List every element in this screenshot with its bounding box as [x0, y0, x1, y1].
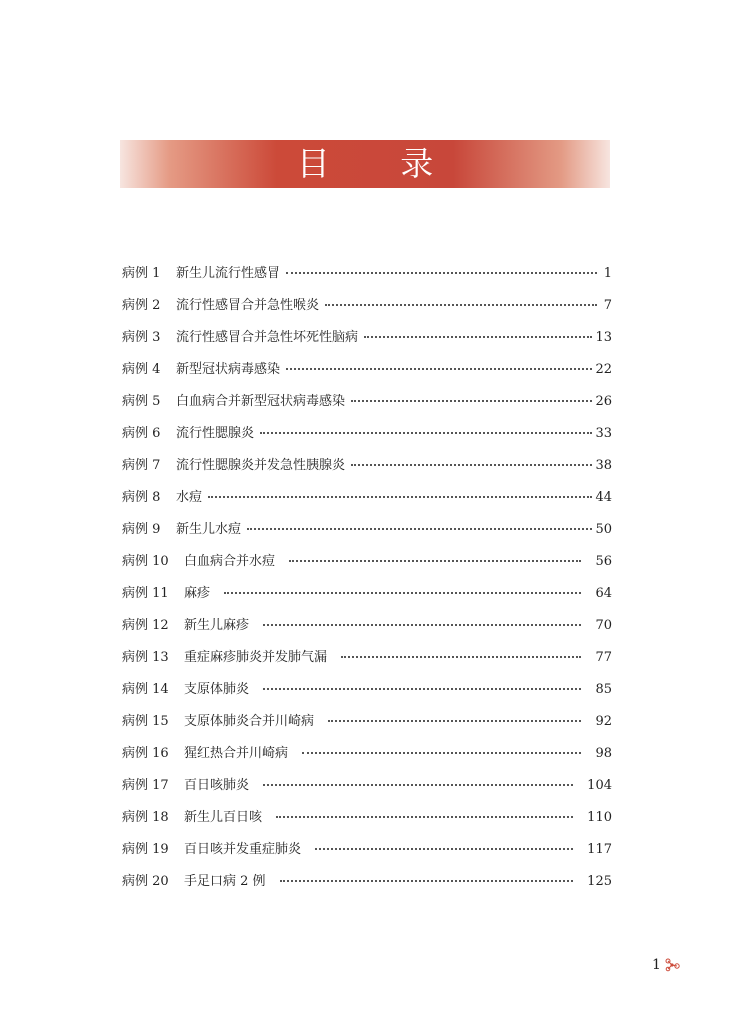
case-label: 病例 1 — [122, 266, 161, 281]
dot-leader — [328, 720, 581, 722]
dot-leader — [341, 656, 581, 658]
folio-number: 1 — [652, 957, 661, 973]
toc-entry[interactable] — [122, 454, 612, 486]
case-label: 病例 8 — [122, 490, 161, 505]
page-number: 110 — [587, 810, 612, 825]
toc-entry[interactable] — [122, 646, 612, 678]
page-number: 85 — [595, 682, 612, 697]
page-number: 117 — [587, 842, 612, 857]
toc-entry[interactable] — [122, 870, 612, 902]
case-label: 病例 15 — [122, 714, 169, 729]
toc-entry[interactable] — [122, 422, 612, 454]
toc-entry[interactable] — [122, 614, 612, 646]
page-number: 64 — [595, 586, 612, 601]
page-number: 33 — [595, 426, 612, 441]
page-number: 13 — [595, 330, 612, 345]
dot-leader — [325, 304, 597, 306]
case-label: 病例 18 — [122, 810, 169, 825]
dot-leader — [351, 400, 592, 402]
case-title: 支原体肺炎合并川崎病 — [184, 714, 315, 729]
case-title: 新生儿水痘 — [176, 522, 242, 537]
case-label: 病例 20 — [122, 874, 169, 889]
case-title: 麻疹 — [184, 586, 211, 601]
case-label: 病例 6 — [122, 426, 161, 441]
case-label: 病例 7 — [122, 458, 161, 473]
case-label: 病例 13 — [122, 650, 169, 665]
case-title: 百日咳并发重症肺炎 — [184, 842, 302, 857]
case-title: 百日咳肺炎 — [184, 778, 250, 793]
case-label: 病例 17 — [122, 778, 169, 793]
case-title: 手足口病 2 例 — [184, 874, 266, 889]
case-title: 白血病合并新型冠状病毒感染 — [176, 394, 346, 409]
case-title: 支原体肺炎 — [184, 682, 250, 697]
case-label: 病例 5 — [122, 394, 161, 409]
toc-entry[interactable] — [122, 486, 612, 518]
page-number: 92 — [595, 714, 612, 729]
page-number: 38 — [595, 458, 612, 473]
dot-leader — [302, 752, 581, 754]
dot-leader — [351, 464, 592, 466]
page-title: 目 录 — [296, 144, 464, 183]
case-title: 新生儿百日咳 — [184, 810, 263, 825]
toc-entry[interactable] — [122, 294, 612, 326]
table-of-contents — [122, 262, 612, 902]
toc-entry[interactable] — [122, 326, 612, 358]
page-number: 50 — [595, 522, 612, 537]
toc-entry[interactable] — [122, 262, 612, 294]
dot-leader — [276, 816, 573, 818]
case-label: 病例 14 — [122, 682, 169, 697]
page-number: 1 — [603, 266, 612, 281]
case-label: 病例 9 — [122, 522, 161, 537]
title-band — [120, 140, 610, 188]
page-number: 104 — [587, 778, 612, 793]
dot-leader — [263, 624, 581, 626]
dot-leader — [315, 848, 573, 850]
dot-leader — [280, 880, 574, 882]
dot-leader — [364, 336, 592, 338]
page-number: 44 — [595, 490, 612, 505]
toc-entry[interactable] — [122, 838, 612, 870]
case-title: 流行性腮腺炎并发急性胰腺炎 — [176, 458, 346, 473]
toc-entry[interactable] — [122, 678, 612, 710]
case-title: 流行性腮腺炎 — [176, 426, 255, 441]
page-number: 22 — [595, 362, 612, 377]
toc-entry[interactable] — [122, 582, 612, 614]
dot-leader — [263, 688, 581, 690]
dot-leader — [208, 496, 592, 498]
case-title: 流行性感冒合并急性坏死性脑病 — [176, 330, 359, 345]
case-title: 流行性感冒合并急性喉炎 — [176, 298, 320, 313]
case-label: 病例 10 — [122, 554, 169, 569]
page-folio — [652, 957, 681, 973]
case-title: 新生儿麻疹 — [184, 618, 250, 633]
case-label: 病例 16 — [122, 746, 169, 761]
page-number: 7 — [603, 298, 612, 313]
toc-entry[interactable] — [122, 806, 612, 838]
case-title: 水痘 — [176, 490, 203, 505]
toc-entry[interactable] — [122, 518, 612, 550]
page-number: 26 — [595, 394, 612, 409]
page-number: 70 — [595, 618, 612, 633]
molecule-icon — [663, 957, 681, 973]
dot-leader — [286, 368, 592, 370]
case-label: 病例 3 — [122, 330, 161, 345]
case-label: 病例 19 — [122, 842, 169, 857]
dot-leader — [263, 784, 573, 786]
case-label: 病例 11 — [122, 586, 169, 601]
toc-entry[interactable] — [122, 710, 612, 742]
dot-leader — [260, 432, 592, 434]
toc-entry[interactable] — [122, 774, 612, 806]
case-label: 病例 4 — [122, 362, 161, 377]
toc-entry[interactable] — [122, 358, 612, 390]
case-label: 病例 12 — [122, 618, 169, 633]
toc-entry[interactable] — [122, 550, 612, 582]
toc-entry[interactable] — [122, 742, 612, 774]
page-number: 77 — [595, 650, 612, 665]
page-number: 125 — [587, 874, 612, 889]
page-number: 98 — [595, 746, 612, 761]
page-number: 56 — [595, 554, 612, 569]
dot-leader — [286, 272, 597, 274]
case-title: 白血病合并水痘 — [184, 554, 276, 569]
dot-leader — [247, 528, 592, 530]
case-label: 病例 2 — [122, 298, 161, 313]
dot-leader — [224, 592, 581, 594]
toc-entry[interactable] — [122, 390, 612, 422]
dot-leader — [289, 560, 581, 562]
case-title: 新生儿流行性感冒 — [176, 266, 281, 281]
case-title: 猩红热合并川崎病 — [184, 746, 289, 761]
case-title: 新型冠状病毒感染 — [176, 362, 281, 377]
case-title: 重症麻疹肺炎并发肺气漏 — [184, 650, 328, 665]
